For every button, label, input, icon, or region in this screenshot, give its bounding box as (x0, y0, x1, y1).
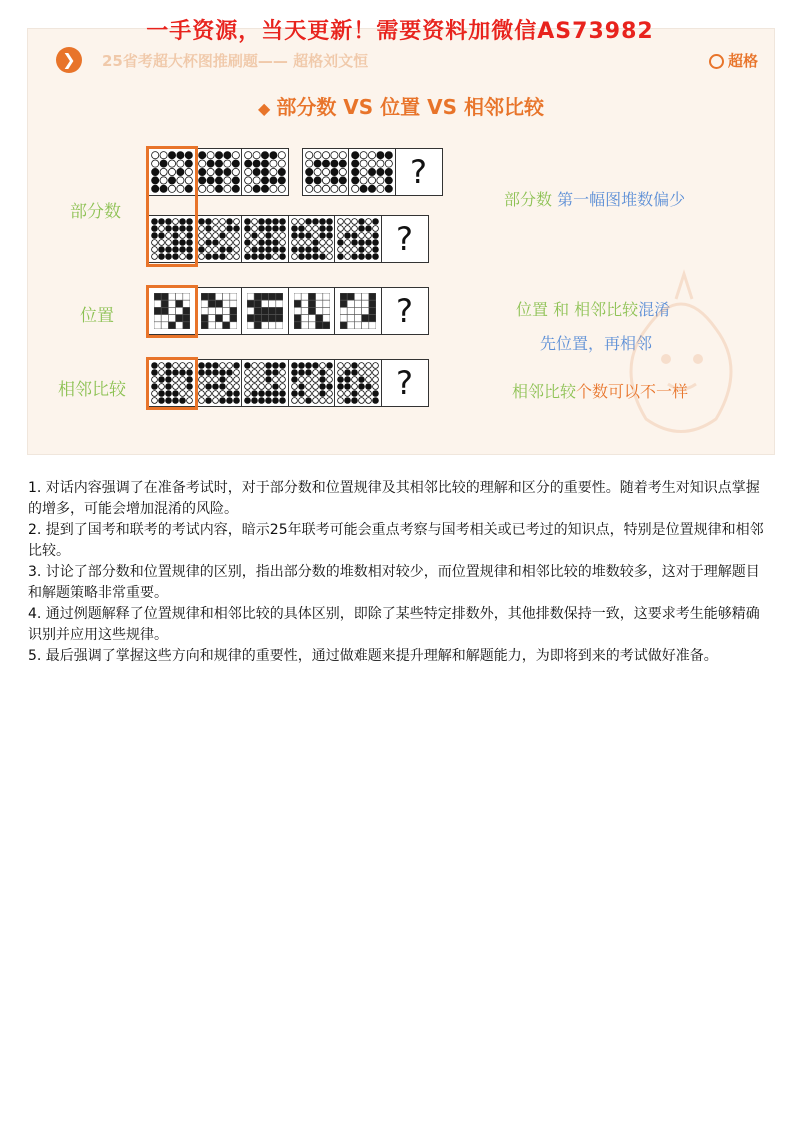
diamond-bullet-icon: ◆ (258, 99, 271, 118)
figure-cell (195, 359, 243, 407)
answer-placeholder: ? (381, 359, 429, 407)
series-title: 25省考超大杯图推刷题—— 超格刘文恒 (102, 52, 369, 70)
figure-cell (302, 148, 350, 196)
figure-cell (348, 148, 396, 196)
figure-cell (241, 359, 289, 407)
slide-topbar (50, 43, 758, 77)
note-adjacent-desc: 个数可以不一样 (576, 382, 689, 401)
note-confusion-desc: 混淆 (638, 300, 671, 319)
figure-cell (288, 215, 336, 263)
figure-cell (241, 287, 289, 335)
answer-placeholder: ? (395, 148, 443, 196)
figure-cell (241, 215, 289, 263)
mascot-watermark-icon (606, 269, 756, 439)
summary-item: 3. 讨论了部分数和位置规律的区别，指出部分数的堆数相对较少，而位置规律和相邻比较的堆数较多，这对于理解题目和解题策略非常重要。 (28, 564, 760, 601)
brand-icon (709, 54, 724, 69)
slide-heading-text: 部分数 VS 位置 VS 相邻比较 (276, 95, 544, 119)
summary-list (28, 478, 772, 667)
summary-item: 2. 提到了国考和联考的考试内容，暗示25年联考可能会重点考察与国考相关或已考过的知识点，特别是位置规律和相邻比较。 (28, 522, 764, 559)
note-order-text: 先位置，再相邻 (540, 334, 653, 353)
slide-heading (28, 91, 774, 120)
figure-cell (195, 287, 243, 335)
highlight-box-adjacent (146, 357, 198, 410)
answer-placeholder: ? (381, 287, 429, 335)
note-adjacent-key: 相邻比较 (512, 382, 577, 401)
note-part-count (504, 187, 685, 210)
watermark-header: 一手资源，当天更新！需要资料加微信AS73982 (146, 19, 654, 44)
figure-cell (288, 359, 336, 407)
note-part-count-key: 部分数 (504, 190, 553, 209)
figure-cell (195, 148, 243, 196)
summary-item: 4. 通过例题解释了位置规律和相邻比较的具体区别，即除了某些特定排数外，其他排数保持一致，这要求考生能够精确识别并应用这些规律。 (28, 606, 760, 643)
brand-name: 超格 (727, 52, 758, 70)
figure-cell (334, 215, 382, 263)
summary-item: 1. 对话内容强调了在准备考试时，对于部分数和位置规律及其相邻比较的理解和区分的重要性。随着考生对知识点掌握的增多，可能会增加混淆的风险。 (28, 480, 760, 517)
figure-cell (334, 359, 382, 407)
figure-cell (288, 287, 336, 335)
highlight-box-part-count (146, 146, 198, 267)
note-confusion-key: 位置 和 相邻比较 (516, 300, 639, 319)
summary-item: 5. 最后强调了掌握这些方向和规律的重要性，通过做难题来提升理解和解题能力，为即将到来的考试做好准备。 (28, 648, 718, 664)
note-part-count-desc: 第一幅图堆数偏少 (552, 190, 686, 209)
next-arrow-icon[interactable]: ❯ (56, 47, 82, 73)
row-label-position: 位置 (80, 306, 114, 326)
figure-cell (195, 215, 243, 263)
answer-placeholder: ? (381, 215, 429, 263)
brand-logo (709, 50, 758, 71)
figure-cell (334, 287, 382, 335)
row-label-adjacent: 相邻比较 (58, 380, 126, 400)
row-label-part-count: 部分数 (70, 202, 121, 222)
highlight-box-position (146, 285, 198, 338)
lecture-slide (27, 28, 775, 455)
figure-cell (241, 148, 289, 196)
